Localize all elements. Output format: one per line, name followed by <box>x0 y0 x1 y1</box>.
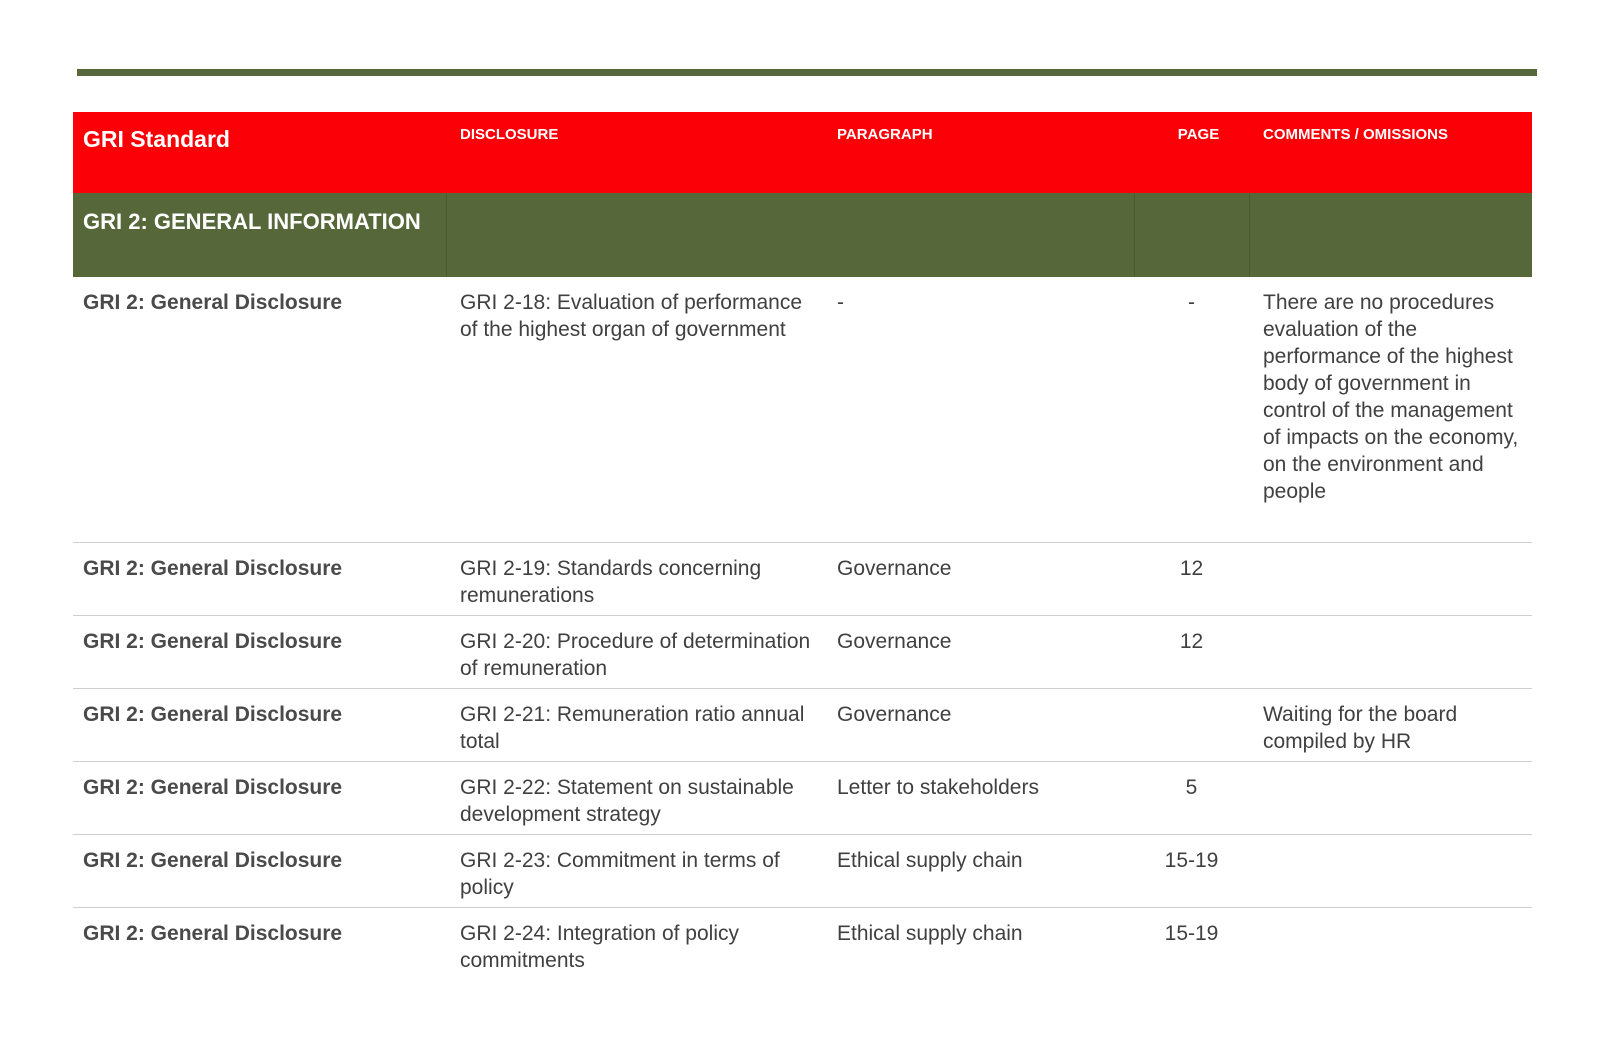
comments-cell <box>1249 762 1532 835</box>
disclosure-cell: GRI 2-22: Statement on sustainable development strategy <box>446 762 823 835</box>
standard-cell: GRI 2: General Disclosure <box>73 543 446 616</box>
comments-cell: Waiting for the board compiled by HR <box>1249 689 1532 762</box>
table-row <box>73 277 1532 543</box>
comments-cell: There are no procedures evaluation of the performance of the highest body of government in control of the management of impacts on the economy, on the environment and people <box>1249 277 1532 543</box>
paragraph-cell: Governance <box>823 689 1134 762</box>
header-page: PAGE <box>1134 112 1249 193</box>
table-row <box>73 908 1532 981</box>
paragraph-cell: Ethical supply chain <box>837 922 1023 945</box>
standard-cell: GRI 2: General Disclosure <box>73 762 446 835</box>
section-cell <box>1134 193 1249 277</box>
header-disclosure: DISCLOSURE <box>446 112 823 193</box>
disclosure-cell: GRI 2-23: Commitment in terms of policy <box>446 835 823 908</box>
header-comments: COMMENTS / OMISSIONS <box>1249 112 1532 193</box>
comments-cell <box>1249 543 1532 616</box>
paragraph-cell: Governance <box>823 616 1134 689</box>
page-cell: 15-19 <box>1164 922 1219 945</box>
section-row <box>73 193 1532 277</box>
disclosure-cell: GRI 2-24: Integration of policy commitments <box>460 922 739 972</box>
page-cell: 12 <box>1134 543 1249 616</box>
disclosure-cell: GRI 2-18: Evaluation of performance of the highest organ of government <box>446 277 823 543</box>
table-row <box>73 762 1532 835</box>
paragraph-cell: - <box>823 277 1134 543</box>
section-title: GRI 2: GENERAL INFORMATION <box>73 193 446 277</box>
disclosure-cell: GRI 2-20: Procedure of determination of remuneration <box>446 616 823 689</box>
page-cell: 5 <box>1134 762 1249 835</box>
paragraph-cell: Letter to stakeholders <box>823 762 1134 835</box>
comments-cell <box>1249 908 1532 981</box>
page-cell: 15-19 <box>1134 835 1249 908</box>
table-row <box>73 689 1532 762</box>
standard-cell: GRI 2: General Disclosure <box>73 835 446 908</box>
paragraph-cell: Ethical supply chain <box>823 835 1134 908</box>
page-cell <box>1134 689 1249 762</box>
header-paragraph: PARAGRAPH <box>823 112 1134 193</box>
section-cell <box>1249 193 1532 277</box>
paragraph-cell: Governance <box>823 543 1134 616</box>
standard-cell: GRI 2: General Disclosure <box>73 689 446 762</box>
comments-cell <box>1249 835 1532 908</box>
table-row <box>73 543 1532 616</box>
header-standard: GRI Standard <box>73 112 446 193</box>
section-cell <box>446 193 823 277</box>
section-cell <box>823 193 1134 277</box>
page-cell: 12 <box>1134 616 1249 689</box>
page-cell: - <box>1134 277 1249 543</box>
top-rule <box>77 69 1537 76</box>
table-row <box>73 835 1532 908</box>
table-row <box>73 616 1532 689</box>
table-header-row <box>73 112 1532 193</box>
comments-cell <box>1249 616 1532 689</box>
standard-cell: GRI 2: General Disclosure <box>73 277 446 543</box>
gri-content-index-table <box>73 112 1532 980</box>
standard-cell: GRI 2: General Disclosure <box>73 616 446 689</box>
disclosure-cell: GRI 2-21: Remuneration ratio annual total <box>446 689 823 762</box>
standard-cell: GRI 2: General Disclosure <box>83 922 343 945</box>
disclosure-cell: GRI 2-19: Standards concerning remunerations <box>446 543 823 616</box>
